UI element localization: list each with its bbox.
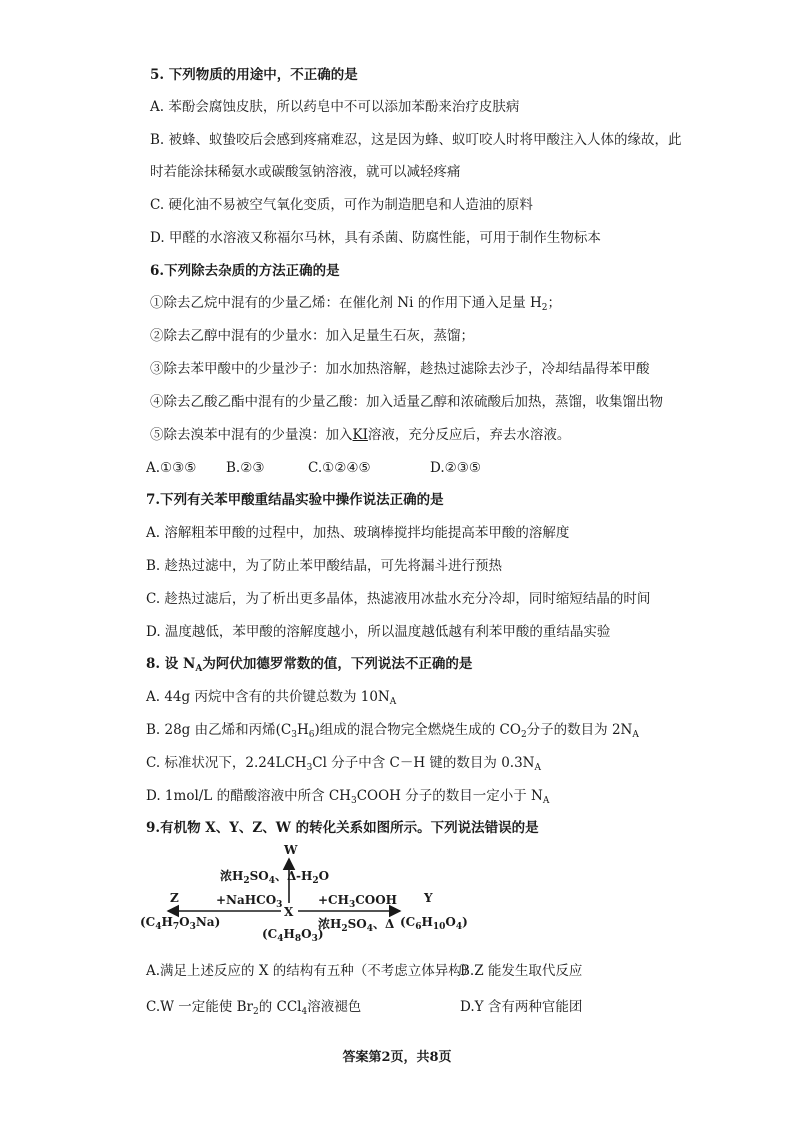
q7-option-c: C. 趁热过滤后，为了析出更多晶体，热滤液用冰盐水充分冷却，同时缩短结晶的时间 <box>146 591 651 607</box>
q5-option-d: D. 甲醛的水溶液又称福尔马林，具有杀菌、防腐性能，可用于制作生物标本 <box>150 230 601 246</box>
q9-option-b: B.Z 能发生取代反应 <box>460 963 583 979</box>
reagent-nahco3: +NaHCO$_3$ <box>216 893 283 910</box>
q9-option-c: C.W 一定能使 $Br_2$的 CCl$_4$溶液褪色 <box>146 999 362 1017</box>
q5-option-b: B. 被蜂、蚁蛰咬后会感到疼痛难忍，这是因为蜂、蚁叮咬人时将甲酸注入人体的缘故，此 <box>150 132 682 148</box>
q6-item-3: ③除去苯甲酸中的少量沙子：加水加热溶解，趁热过滤除去沙子，冷却结晶得苯甲酸 <box>150 361 650 377</box>
page-footer: 答案第2页，共8页 <box>342 1050 452 1065</box>
q9-option-d: D.Y 含有两种官能团 <box>460 999 583 1015</box>
q5-option-b-cont: 时若能涂抹稀氨水或碳酸氢钠溶液，就可以减轻疼痛 <box>150 164 461 180</box>
q6-option-c: C.①②④⑤ <box>308 460 371 476</box>
compound-w: W <box>284 843 298 857</box>
compound-z: Z <box>170 891 179 905</box>
q7-stem: 7.下列有关苯甲酸重结晶实验中操作说法正确的是 <box>146 492 444 508</box>
compound-z-formula: $(C_4H_7O_3Na)$ <box>140 915 221 932</box>
compound-x: X <box>284 905 294 919</box>
q8-option-b: B. 28g 由乙烯和丙烯$(C_3H_6)$组成的混合物完全燃烧生成的 $CO_2$分子的数目为 $2N_A$ <box>146 722 639 740</box>
condition-dehydration: 浓$H_2SO_4$、Δ <box>220 869 297 886</box>
reagent-acetic-acid: $+CH_3COOH$ <box>318 893 398 910</box>
compound-y: Y <box>424 891 433 905</box>
q9-option-a: A.满足上述反应的 X 的结构有五种（不考虑立体异构） <box>146 963 476 979</box>
q6-option-a: A.①③⑤ <box>146 460 197 476</box>
q7-option-a: A. 溶解粗苯甲酸的过程中，加热、玻璃棒搅拌均能提高苯甲酸的溶解度 <box>146 525 570 541</box>
q8-stem: 8. 设 $N_A$为阿伏加德罗常数的值，下列说法不正确的是 <box>146 656 473 674</box>
condition-minus-water: $-H_2O$ <box>296 869 330 886</box>
q6-item-5: ⑤除去溴苯中混有的少量溴：加入KI溶液，充分反应后，弃去水溶液。 <box>150 427 571 443</box>
q7-option-d: D. 温度越低，苯甲酸的溶解度越小，所以温度越低越有利苯甲酸的重结晶实验 <box>146 624 611 640</box>
q7-option-b: B. 趁热过滤中，为了防止苯甲酸结晶，可先将漏斗进行预热 <box>146 558 503 574</box>
condition-esterification: 浓$H_2SO_4$、Δ <box>318 917 395 934</box>
compound-y-formula: $(C_6H_{10}O_4)$ <box>400 915 468 932</box>
q6-item-2: ②除去乙醇中混有的少量水：加入足量生石灰，蒸馏； <box>150 328 474 344</box>
q8-option-d: D. 1mol/L 的醋酸溶液中所含 $CH_3COOH$ 分子的数目一定小于 $N_A$ <box>146 788 550 806</box>
q6-item-4: ④除去乙酸乙酯中混有的少量乙酸：加入适量乙醇和浓硫酸后加热，蒸馏，收集馏出物 <box>150 394 663 410</box>
q8-option-a: A. 44g 丙烷中含有的共价键总数为 $10N_A$ <box>146 689 397 707</box>
q5-option-a: A. 苯酚会腐蚀皮肤，所以药皂中不可以添加苯酚来治疗皮肤病 <box>150 99 520 115</box>
q5-option-c: C. 硬化油不易被空气氧化变质，可作为制造肥皂和人造油的原料 <box>150 197 533 213</box>
q6-option-b: B.②③ <box>226 460 265 476</box>
reaction-diagram <box>138 845 478 953</box>
q9-stem: 9.有机物 X、Y、Z、W 的转化关系如图所示。下列说法错误的是 <box>146 820 539 836</box>
q5-stem: 5. 下列物质的用途中，不正确的是 <box>150 67 358 83</box>
q6-item-1: ①除去乙烷中混有的少量乙烯：在催化剂 Ni 的作用下通入足量 $H_2$； <box>150 295 562 313</box>
compound-x-formula: $(C_4H_8O_3)$ <box>262 927 324 944</box>
q6-option-d: D.②③⑤ <box>430 460 481 476</box>
q8-option-c: C. 标准状况下，$2.24LCH_3Cl$ 分子中含 C－H 键的数目为 $0.3N_A$ <box>146 755 541 773</box>
q6-stem: 6.下列除去杂质的方法正确的是 <box>150 263 340 279</box>
